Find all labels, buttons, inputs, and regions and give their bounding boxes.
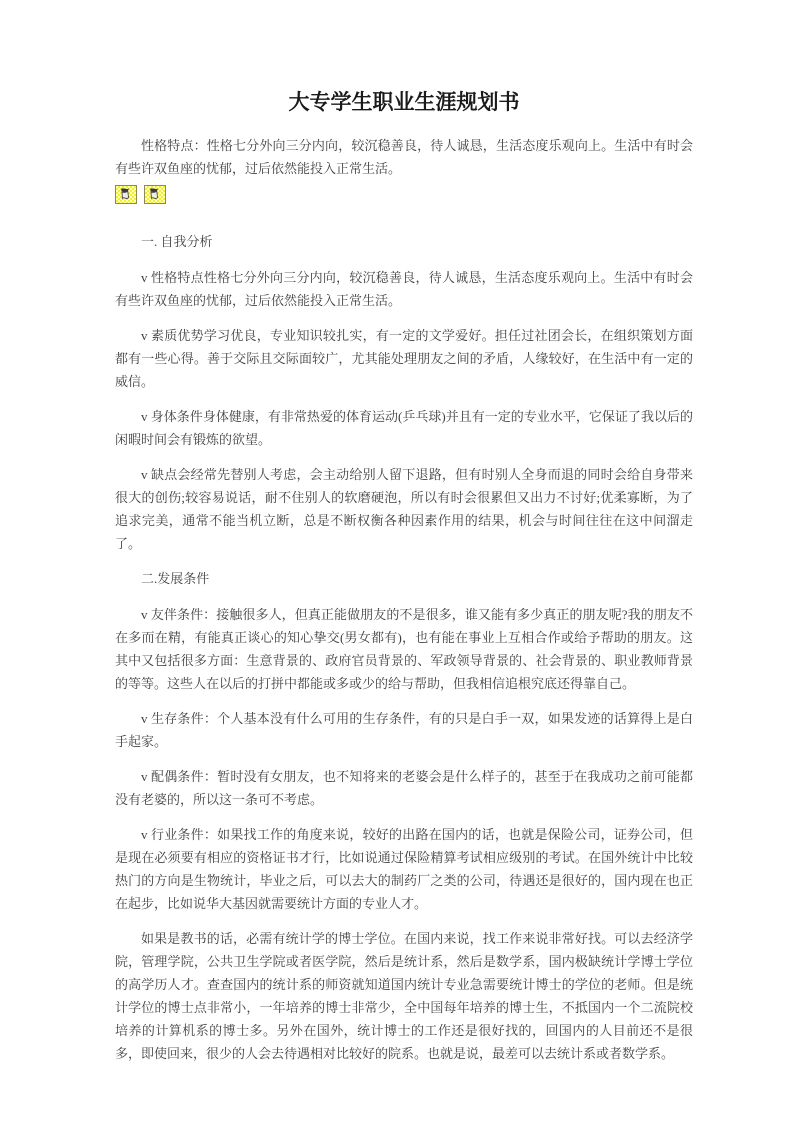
bullet-paragraph-weaknesses: v 缺点会经常先替别人考虑，会主动给别人留下退路，但有时别人全身而退的同时会给自身带来很大的创伤;较容易说话，耐不住别人的软磨硬泡，所以有时会很累但又出力不讨好;优柔寡断，为了追求完美，通常不能当机立断，总是不断权衡各种因素作用的结果，机会与时间往往在这中间溜走了。 — [115, 467, 693, 551]
broken-image-placeholder-icon — [115, 185, 137, 204]
bullet-paragraph-physical: v 身体条件身体健康，有非常热爱的体育运动(乒乓球)并且有一定的专业水平，它保证了我以后的闲暇时间会有锻炼的欲望。 — [115, 409, 693, 447]
broken-image-placeholder-icon — [144, 185, 166, 204]
bullet-paragraph-strengths: v 素质优势学习优良，专业知识较扎实，有一定的文学爱好。担任过社团会长，在组织策划方面都有一些心得。善于交际且交际面较广，尤其能处理朋友之间的矛盾，人缘较好，在生活中有一定的威信。 — [115, 328, 693, 389]
section-development-conditions — [115, 567, 693, 1065]
bullet-paragraph-spouse: v 配偶条件：暂时没有女朋友，也不知将来的老婆会是什么样子的，甚至于在我成功之前可能都没有老婆的，所以这一条可不考虑。 — [115, 769, 693, 807]
section-heading: 一. 自我分析 — [141, 234, 213, 249]
bullet-paragraph-industry: v 行业条件：如果找工作的角度来说，较好的出路在国内的话，也就是保险公司，证券公司，但是现在必须要有相应的资格证书才行，比如说通过保险精算考试相应级别的考试。在国外统计中比较热门的方向是生物统计，毕业之后，可以去大的制药厂之类的公司，待遇还是很好的，国内现在也正在起步，比如说华大基因就需要统计方面的专业人才。 — [115, 827, 693, 911]
body-paragraph-teaching: 如果是教书的话，必需有统计学的博士学位。在国内来说，找工作来说非常好找。可以去经济学院，管理学院，公共卫生学院或者医学院，然后是统计系，然后是数学系，国内极缺统计学博士学位的高学历人才。查查国内的统计系的师资就知道国内统计专业急需要统计博士的学位的老师。但是统计学位的博士点非常小，一年培养的博士非常少，全中国每年培养的博士生，不抵国内一个二流院校培养的计算机系的博士多。另外在国外，统计博士的工作还是很好找的，回国内的人目前还不是很多，即使回来，很少的人会去待遇相对比较好的院系。也就是说，最差可以去统计系或者数学系。 — [115, 931, 693, 1061]
section-heading: 二.发展条件 — [141, 571, 210, 586]
bullet-paragraph-friends: v 友伴条件：接触很多人，但真正能做朋友的不是很多，谁又能有多少真正的朋友呢?我的朋友不在多而在精，有能真正谈心的知心挚交(男女都有)，也有能在事业上互相合作或给予帮助的朋友。这其中又包括很多方面：生意背景的、政府官员背景的、军政领导背景的、社会背景的、职业教师背景的等等。这些人在以后的打拼中都能或多或少的给与帮助，但我相信追根究底还得靠自己。 — [115, 607, 693, 691]
bullet-paragraph-personality: v 性格特点性格七分外向三分内向，较沉稳善良，待人诚恳，生活态度乐观向上。生活中有时会有些许双鱼座的忧郁，过后依然能投入正常生活。 — [115, 270, 693, 308]
section-self-analysis — [115, 230, 693, 555]
intro-paragraph: 性格特点：性格七分外向三分内向，较沉稳善良，待人诚恳，生活态度乐观向上。生活中有时会有些许双鱼座的忧郁，过后依然能投入正常生活。 — [115, 138, 693, 176]
bullet-paragraph-survival: v 生存条件：个人基本没有什么可用的生存条件，有的只是白手一双，如果发迹的话算得上是白手起家。 — [115, 711, 693, 749]
document-title: 大专学生职业生涯规划书 — [288, 90, 520, 114]
image-placeholder-row — [115, 185, 693, 204]
